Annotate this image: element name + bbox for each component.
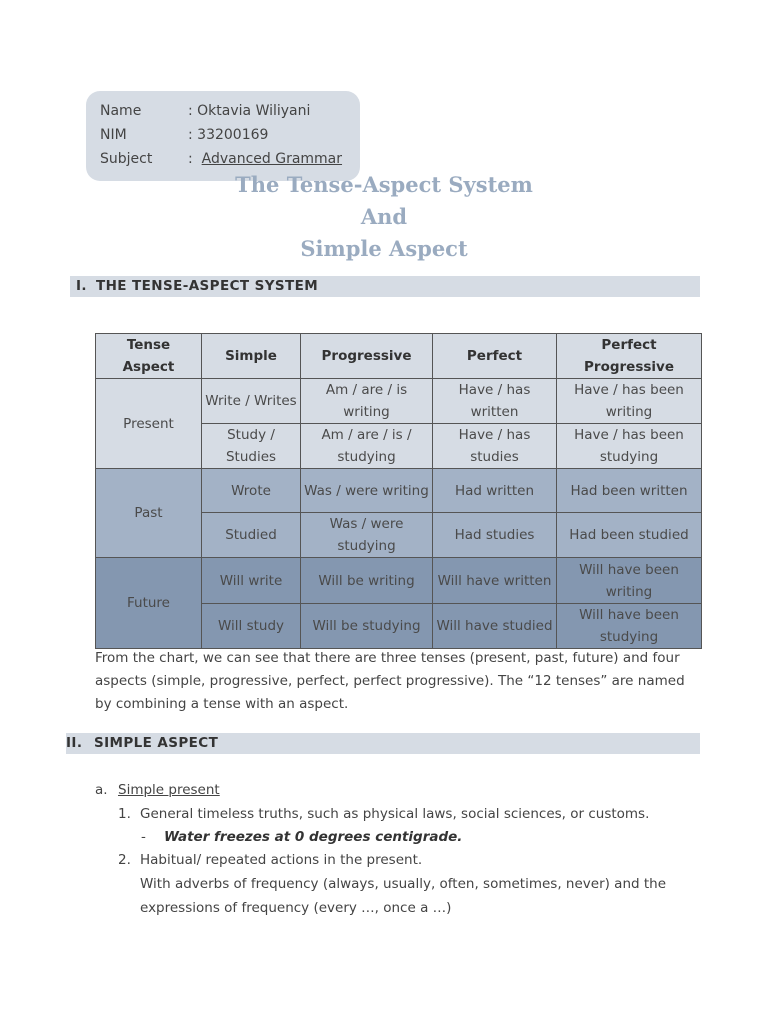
table-cell: Will have written — [433, 558, 557, 604]
example-sentence: Water freezes at 0 degrees centigrade. — [164, 829, 463, 845]
info-name-value: : Oktavia Wiliyani — [188, 103, 311, 119]
header-tense-label: Tense — [126, 337, 171, 353]
document-title-line-2: And — [360, 204, 408, 229]
section-1-number: I. — [76, 278, 87, 294]
header-simple: Simple — [202, 334, 301, 379]
info-nim-value: : 33200169 — [188, 127, 269, 143]
table-cell: Have / has studies — [433, 424, 557, 469]
info-nim-label: NIM — [100, 127, 127, 143]
section-2-heading — [66, 733, 700, 754]
table-cell: Have / has been writing — [557, 379, 702, 424]
list-item-2-line-2: With adverbs of frequency (always, usually, often, sometimes, never) and the — [140, 876, 667, 892]
list-marker-2: 2. — [118, 852, 131, 868]
table-cell: Was / were studying — [301, 513, 433, 558]
table-cell: Study / Studies — [202, 424, 301, 469]
info-name-row — [100, 103, 310, 119]
table-cell: Am / are / is writing — [301, 379, 433, 424]
chart-summary-paragraph: From the chart, we can see that there are three tenses (present, past, future) and four aspects (simple, progressive, perfect, perfect progressive). The “12 tenses” are named by combining a tense with an aspect. — [95, 650, 685, 712]
table-row-present-1 — [96, 379, 702, 424]
table-cell: Will have been studying — [557, 604, 702, 649]
header-perfect-progressive-line-1: Perfect — [601, 337, 657, 353]
table-cell: Will have studied — [433, 604, 557, 649]
table-cell: Am / are / is / studying — [301, 424, 433, 469]
table-cell: Will be writing — [301, 558, 433, 604]
table-cell: Had been written — [557, 469, 702, 513]
example-dash: - — [141, 829, 146, 845]
table-cell: Will write — [202, 558, 301, 604]
simple-present-heading: Simple present — [118, 782, 220, 798]
section-2-number: II. — [66, 735, 83, 751]
header-perfect-progressive — [557, 334, 702, 379]
table-cell: Wrote — [202, 469, 301, 513]
document-title-line-1: The Tense-Aspect System — [235, 172, 533, 197]
table-cell: Have / has written — [433, 379, 557, 424]
table-row-future-1 — [96, 558, 702, 604]
section-2-title: SIMPLE ASPECT — [94, 735, 219, 751]
header-aspect-label: Aspect — [122, 359, 175, 375]
table-cell: Will study — [202, 604, 301, 649]
list-marker-a: a. — [95, 782, 108, 798]
tense-aspect-table — [95, 333, 702, 649]
info-subject-value: Advanced Grammar — [201, 151, 343, 167]
table-cell: Had written — [433, 469, 557, 513]
section-1-title: THE TENSE-ASPECT SYSTEM — [96, 278, 319, 294]
table-cell: Have / has been studying — [557, 424, 702, 469]
info-nim-row — [100, 127, 268, 143]
row-label-present: Present — [96, 379, 202, 469]
table-cell: Write / Writes — [202, 379, 301, 424]
list-item-2-line-3: expressions of frequency (every …, once a …) — [140, 900, 452, 916]
info-subject-row — [100, 151, 342, 167]
header-perfect: Perfect — [433, 334, 557, 379]
table-cell: Will be studying — [301, 604, 433, 649]
table-cell: Was / were writing — [301, 469, 433, 513]
header-progressive: Progressive — [301, 334, 433, 379]
row-label-past: Past — [96, 469, 202, 558]
table-cell: Will have been writing — [557, 558, 702, 604]
list-item-1-text: General timeless truths, such as physical laws, social sciences, or customs. — [140, 806, 650, 822]
info-name-label: Name — [100, 103, 142, 119]
row-label-future: Future — [96, 558, 202, 649]
list-item-2-text: Habitual/ repeated actions in the present. — [140, 852, 423, 868]
table-cell: Studied — [202, 513, 301, 558]
header-perfect-progressive-line-2: Progressive — [584, 359, 674, 375]
table-header-row — [96, 334, 702, 379]
info-subject-label: Subject — [100, 151, 153, 167]
table-row-past-1 — [96, 469, 702, 513]
table-cell: Had been studied — [557, 513, 702, 558]
info-subject-colon: : — [188, 151, 193, 167]
document-title-line-3: Simple Aspect — [300, 236, 468, 261]
header-tense-aspect — [96, 334, 202, 379]
section-1-heading — [70, 276, 700, 297]
list-marker-1: 1. — [118, 806, 131, 822]
table-cell: Had studies — [433, 513, 557, 558]
